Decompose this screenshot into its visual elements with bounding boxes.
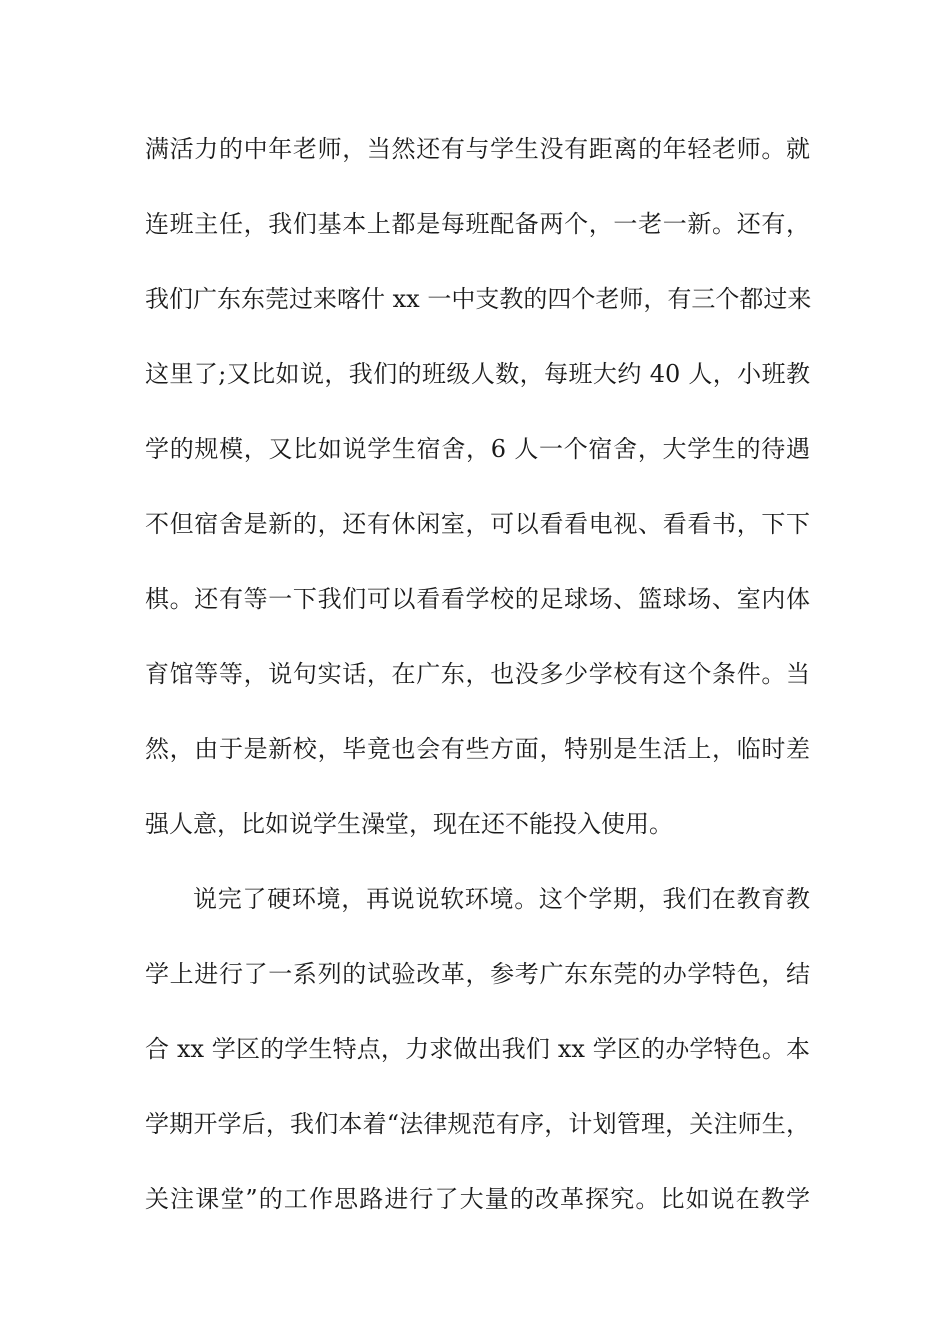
paragraph-line: 合 xx 学区的学生特点，力求做出我们 xx 学区的办学特色。本 <box>145 1035 810 1063</box>
paragraph-line: 满活力的中年老师，当然还有与学生没有距离的年轻老师。就 <box>145 135 810 163</box>
paragraph-line: 学期开学后，我们本着“法律规范有序，计划管理，关注师生， <box>145 1110 810 1138</box>
paragraph-line: 说完了硬环境，再说说软环境。这个学期，我们在教育教 <box>193 885 810 913</box>
document-body <box>145 130 810 1255</box>
paragraph-line: 学的规模，又比如说学生宿舍，6 人一个宿舍，大学生的待遇 <box>145 435 810 463</box>
paragraph-line: 我们广东东莞过来喀什 xx 一中支教的四个老师，有三个都过来 <box>145 285 812 313</box>
paragraph-1 <box>145 130 810 843</box>
paragraph-line: 这里了;又比如说，我们的班级人数，每班大约 40 人，小班教 <box>145 360 810 388</box>
paragraph-line: 然，由于是新校，毕竟也会有些方面，特别是生活上，临时差 <box>145 735 810 763</box>
paragraph-line: 学上进行了一系列的试验改革，参考广东东莞的办学特色，结 <box>145 960 810 988</box>
paragraph-line: 连班主任，我们基本上都是每班配备两个，一老一新。还有， <box>145 210 810 238</box>
paragraph-line: 不但宿舍是新的，还有休闲室，可以看看电视、看看书，下下 <box>145 510 810 538</box>
paragraph-line: 强人意，比如说学生澡堂，现在还不能投入使用。 <box>145 810 673 838</box>
paragraph-2 <box>145 880 810 1218</box>
paragraph-line: 棋。还有等一下我们可以看看学校的足球场、篮球场、室内体 <box>145 585 810 613</box>
paragraph-line: 关注课堂”的工作思路进行了大量的改革探究。比如说在教学 <box>145 1185 810 1213</box>
paragraph-line: 育馆等等，说句实话，在广东，也没多少学校有这个条件。当 <box>145 660 810 688</box>
